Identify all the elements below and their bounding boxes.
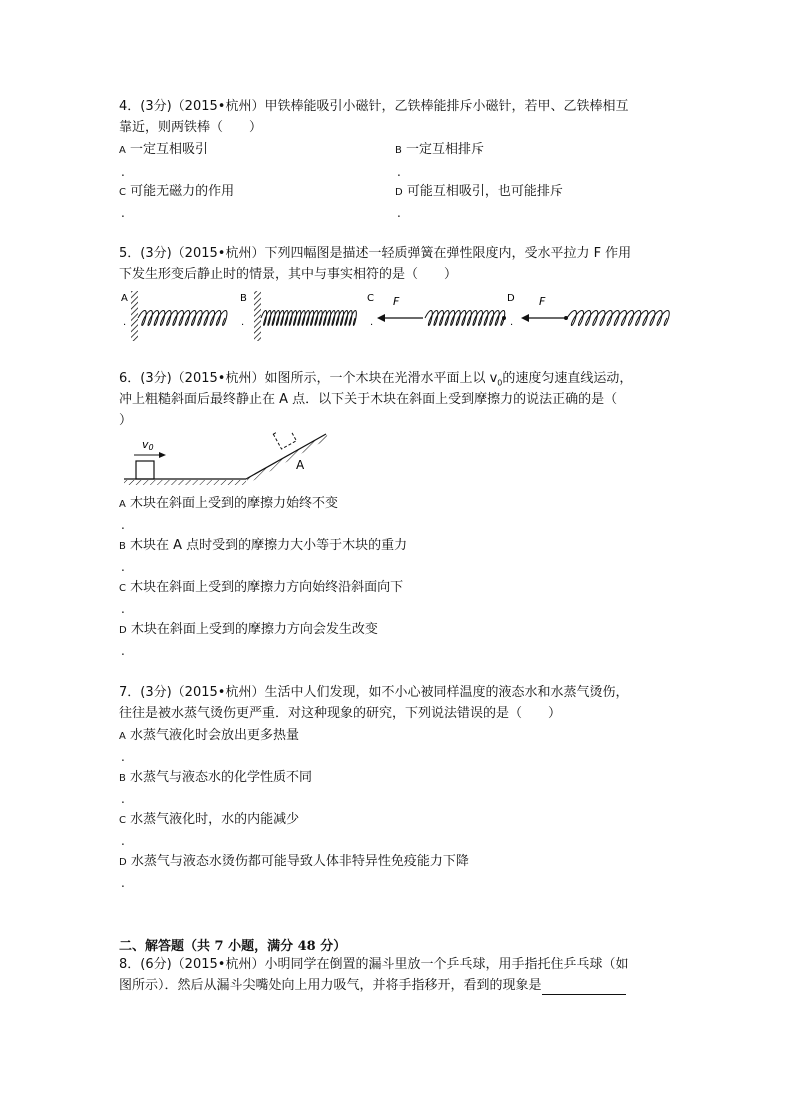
incline-hatch [246,434,329,483]
q6-option-d[interactable] [119,621,378,640]
option-text: 水蒸气液化时，水的内能减少 [130,812,300,827]
option-text: 一定互相排斥 [406,142,485,157]
dot: . [121,792,125,806]
q8-line-2 [119,977,626,995]
q4-option-d[interactable] [395,183,563,202]
q4-option-a[interactable] [119,141,208,160]
q6-line-1 [119,370,632,393]
dot: . [121,165,125,179]
dot: . [121,206,125,220]
option-letter: D [395,187,403,198]
label-b: B [240,293,247,304]
q6-line-2: 冲上粗糙斜面后最终静止在 A 点．以下关于木块在斜面上受到摩擦力的说法正确的是（ [119,392,618,407]
dot: . [121,560,125,574]
velocity-label: v0 [142,438,154,452]
q6-option-c[interactable] [119,579,403,598]
option-letter: A [119,145,126,156]
option-text: 木块在 A 点时受到的摩擦力大小等于木块的重力 [130,538,408,553]
q4-option-b[interactable] [395,141,484,160]
q7-option-a[interactable] [119,727,299,746]
q4-line-1: 4．(3分)（2015•杭州）甲铁棒能吸引小磁针，乙铁棒能排斥小磁针，若甲、乙铁棒相互 [119,99,629,114]
label-c: C [367,293,374,304]
q6-line-3: ） [119,413,133,428]
option-text: 水蒸气液化时会放出更多热量 [129,728,299,743]
option-letter: B [119,773,126,784]
dot: . [121,602,125,616]
q6-line-1-part-b: 的速度匀速直线运动， [502,371,633,386]
option-text: 木块在斜面上受到的摩擦力方向会发生改变 [130,622,378,637]
dot: . [121,834,125,848]
answer-blank[interactable] [542,980,626,995]
label-a: A [121,293,128,304]
arrowhead-icon [521,314,529,322]
arrowhead-icon [159,452,166,458]
q6-line-1-subscript: 0 [497,378,503,388]
point-a-label: A [296,458,305,472]
option-letter: D [119,857,127,868]
q7-option-b[interactable] [119,769,312,788]
dot: . [121,750,125,764]
force-label-d: F [539,295,546,308]
option-letter: C [119,815,126,826]
spring-d [567,311,669,326]
q7-option-d[interactable] [119,853,469,872]
dashed-block [273,432,296,449]
q7-option-c[interactable] [119,811,299,830]
dot: . [121,644,125,658]
wood-block [136,461,154,479]
spring-b [261,311,356,326]
spring-c [425,311,505,326]
option-letter: C [119,187,126,198]
section-heading: 二、解答题（共 7 小题，满分 48 分） [119,939,347,954]
q6-option-b[interactable] [119,537,407,556]
q7-line-2: 往往是被水蒸气烫伤更严重．对这种现象的研究，下列说法错误的是（ ） [119,706,562,721]
option-text: 一定互相吸引 [129,142,208,157]
option-letter: A [119,499,126,510]
option-text: 可能无磁力的作用 [130,184,235,199]
incline-figure [118,432,338,492]
option-letter: B [119,541,126,552]
force-label-c: F [393,295,400,308]
q4-line-2: 靠近，则两铁棒（ ） [119,120,263,135]
option-text: 水蒸气与液态水烫伤都可能导致人体非特异性免疫能力下降 [130,854,469,869]
wall-a [131,291,138,341]
dot: . [121,518,125,532]
option-letter: A [119,731,126,742]
dot: . [241,317,245,328]
spring-end-c [502,316,506,320]
q8-line-2-text: 图所示）．然后从漏斗尖嘴处向上用力吸气，并将手指移开，看到的现象是 [119,978,542,993]
option-text: 水蒸气与液态水的化学性质不同 [130,770,313,785]
q4-option-c[interactable] [119,183,234,202]
arrowhead-icon [377,314,385,322]
q5-line-1: 5．(3分)（2015•杭州）下列四幅图是描述一轻质弹簧在弹性限度内，受水平拉力 F 作用 [119,246,632,261]
wall-b [254,291,261,341]
option-text: 木块在斜面上受到的摩擦力方向始终沿斜面向下 [130,580,404,595]
option-letter: C [119,583,126,594]
option-text: 木块在斜面上受到的摩擦力始终不变 [129,496,338,511]
dot: . [397,165,401,179]
dot: . [397,206,401,220]
q7-line-1: 7．(3分)（2015•杭州）生活中人们发现，如不小心被同样温度的液态水和水蒸气烫伤， [119,685,629,700]
dot: . [123,317,127,328]
label-d: D [507,293,515,304]
option-letter: B [395,145,402,156]
spring-a [138,311,227,326]
q8-line-1: 8．(6分)（2015•杭州）小明同学在倒置的漏斗里放一个乒乓球，用手指托住乒乓球（如 [119,957,629,972]
q6-option-a[interactable] [119,495,338,514]
q6-line-1-part-a: 6．(3分)（2015•杭州）如图所示，一个木块在光滑水平面上以 v [119,371,498,386]
dot: . [510,317,514,328]
dot: . [121,876,125,890]
ground-hatch [124,480,246,485]
option-text: 可能互相吸引，也可能排斥 [406,184,563,199]
dot: . [370,317,374,328]
spring-figure [115,285,675,345]
q5-line-2: 下发生形变后静止时的情景，其中与事实相符的是（ ） [119,267,458,282]
option-letter: D [119,625,127,636]
